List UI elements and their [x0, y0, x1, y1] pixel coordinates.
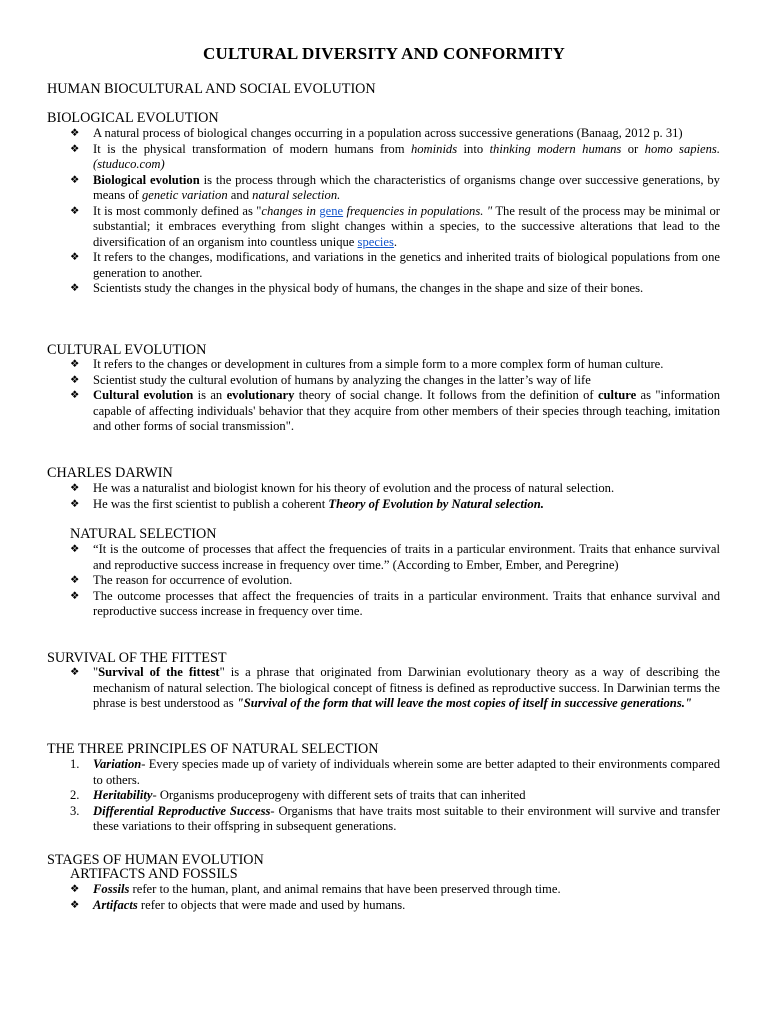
- list-item: ❖ Fossils refer to the human, plant, and animal remains that have been preserved through time.: [70, 882, 561, 896]
- list-item: ❖ Scientist study the cultural evolution of humans by analyzing the changes in the latter’s way of life: [70, 372, 591, 387]
- diamond-bullet-icon: ❖: [70, 589, 80, 602]
- bullet-list-survival: [70, 665, 720, 712]
- diamond-bullet-icon: ❖: [70, 282, 80, 294]
- diamond-bullet-icon: ❖: [70, 142, 80, 155]
- list-item: ❖ It refers to the changes, modifications, and variations in the genetics and inherited traits of biological populations from one generation to another.: [70, 250, 720, 280]
- diamond-bullet-icon: ❖: [70, 482, 80, 494]
- diamond-bullet-icon: ❖: [70, 883, 80, 895]
- species-link[interactable]: species: [357, 234, 394, 249]
- diamond-bullet-icon: ❖: [70, 358, 80, 370]
- list-item: ❖ The outcome processes that affect the frequencies of traits in a particular environment. Traits that enhance survival and reproductive success increase in frequency over time.: [70, 588, 720, 618]
- list-item: 2. Heritability- Organisms produceprogeny with different sets of traits that can inherited: [70, 788, 526, 802]
- list-item: ❖ "Survival of the fittest" is a phrase that originated from Darwinian evolutionary theory as a way of describing the mechanism of natural selection. The biological concept of fitness is defined as reproductive success. In Darwinian terms the phrase is best understood as "Survival of the form that will leave the most copies of itself in successive generations.": [70, 665, 720, 710]
- section-heading-biological: BIOLOGICAL EVOLUTION: [47, 110, 219, 126]
- section-heading-cultural: CULTURAL EVOLUTION: [47, 342, 207, 358]
- list-item: 1. Variation- Every species made up of variety of individuals wherein some are better adapted to their environments compared to others.: [70, 757, 720, 787]
- list-item: ❖ It refers to the changes or development in cultures from a simple form to a more complex form of human culture.: [70, 357, 664, 371]
- section-heading-darwin: CHARLES DARWIN: [47, 465, 173, 481]
- list-item: ❖ A natural process of biological changes occurring in a population across successive generations (Banaag, 2012 p. 31): [70, 126, 683, 140]
- section-heading-natural-selection: NATURAL SELECTION: [70, 526, 217, 542]
- diamond-bullet-icon: ❖: [70, 574, 80, 586]
- list-item: ❖ Artifacts refer to objects that were made and used by humans.: [70, 897, 406, 912]
- diamond-bullet-icon: ❖: [70, 497, 80, 510]
- list-item: ❖ Cultural evolution is an evolutionary theory of social change. It follows from the definition of culture as "information capable of affecting individuals' behavior that they acquire from other members of their species through teaching, imitation and other forms of social transmission".: [70, 388, 720, 433]
- diamond-bullet-icon: ❖: [70, 666, 80, 678]
- list-item: 3. Differential Reproductive Success- Organisms that have traits most suitable to their environment will survive and transfer these variations to their offspring in subsequent generations.: [70, 803, 721, 833]
- list-item: ❖ The reason for occurrence of evolution.: [70, 573, 293, 587]
- subheading-artifacts-fossils: ARTIFACTS AND FOSSILS: [70, 866, 238, 882]
- bullet-list-stages: [70, 882, 720, 913]
- list-item: ❖ He was a naturalist and biologist known for his theory of evolution and the process of natural selection.: [70, 481, 615, 495]
- diamond-bullet-icon: ❖: [70, 251, 80, 263]
- list-item: ❖ He was the first scientist to publish a coherent Theory of Evolution by Natural selection.: [70, 496, 544, 511]
- diamond-bullet-icon: ❖: [70, 173, 80, 186]
- diamond-bullet-icon: ❖: [70, 389, 80, 401]
- section-heading-stages: STAGES OF HUMAN EVOLUTION: [47, 852, 264, 868]
- bullet-list-biological: [70, 126, 720, 297]
- diamond-bullet-icon: ❖: [70, 204, 80, 217]
- section-heading-principles: THE THREE PRINCIPLES OF NATURAL SELECTION: [47, 741, 379, 757]
- bullet-list-cultural: [70, 357, 720, 435]
- gene-link[interactable]: gene: [319, 203, 344, 218]
- section-heading-survival: SURVIVAL OF THE FITTEST: [47, 650, 227, 666]
- bullet-list-natural-selection: [70, 542, 720, 620]
- diamond-bullet-icon: ❖: [70, 373, 80, 386]
- page-title: CULTURAL DIVERSITY AND CONFORMITY: [203, 44, 565, 63]
- list-item: ❖ “It is the outcome of processes that affect the frequencies of traits in a particular environment. Traits that enhance survival and reproductive success increase in frequency over time.” (According to Ember, Ember, and Peregrine): [70, 542, 720, 572]
- diamond-bullet-icon: ❖: [70, 898, 80, 911]
- main-heading: HUMAN BIOCULTURAL AND SOCIAL EVOLUTION: [47, 81, 376, 97]
- list-item: ❖ Biological evolution is the process through which the characteristics of organisms change over successive generations, by means of genetic variation and natural selection.: [70, 172, 720, 202]
- numbered-list-principles: [70, 757, 720, 835]
- bullet-list-darwin: [70, 481, 720, 512]
- list-item: ❖ It is most commonly defined as "changes in gene frequencies in populations. " The result of the process may be minimal or substantial; it embraces everything from slight changes within a species, to the successive alterations that lead to the diversification of an organism into countless unique species.: [70, 203, 720, 249]
- diamond-bullet-icon: ❖: [70, 543, 80, 555]
- diamond-bullet-icon: ❖: [70, 127, 80, 139]
- list-item: ❖ Scientists study the changes in the physical body of humans, the changes in the shape and size of their bones.: [70, 281, 644, 295]
- list-item: ❖ It is the physical transformation of modern humans from hominids into thinking modern humans or homo sapiens. (studuco.com): [70, 141, 720, 171]
